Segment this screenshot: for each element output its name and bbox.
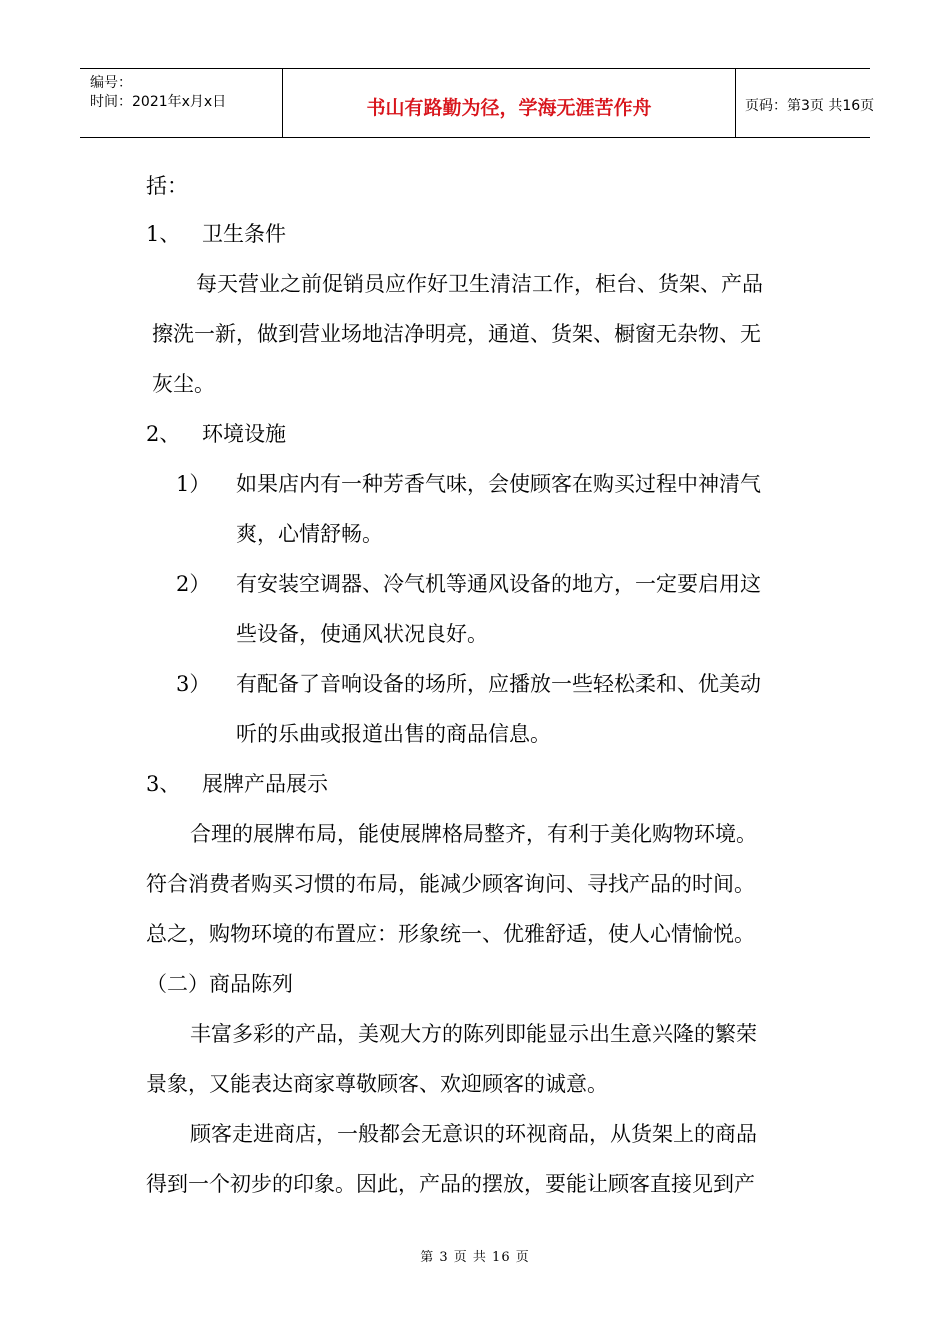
paragraph-line: 符合消费者购买习惯的布局，能减少顾客询问、寻找产品的时间。 [146, 872, 755, 896]
section-title: 环境设施 [202, 422, 286, 446]
header-number-label: 编号： [90, 75, 132, 91]
paragraph-line: 合理的展牌布局，能使展牌格局整齐，有利于美化购物环境。 [190, 822, 757, 846]
list-item-line: 爽，心情舒畅。 [236, 522, 383, 546]
list-item-line: 如果店内有一种芳香气味，会使顾客在购买过程中神清气 [236, 472, 761, 496]
section-title: 展牌产品展示 [202, 772, 328, 796]
header-page-label: 页码：第3页 共16页 [745, 98, 875, 114]
subsection-title: （二）商品陈列 [146, 972, 293, 996]
paragraph-line: 擦洗一新，做到营业场地洁净明亮，通道、货架、橱窗无杂物、无 [152, 322, 761, 346]
list-item-line: 有安装空调器、冷气机等通风设备的地方，一定要启用这 [236, 572, 761, 596]
text-line: 括： [146, 174, 188, 198]
list-item-line: 些设备，使通风状况良好。 [236, 622, 488, 646]
paragraph-line: 景象，又能表达商家尊敬顾客、欢迎顾客的诚意。 [146, 1072, 608, 1096]
paragraph-line: 丰富多彩的产品，美观大方的陈列即能显示出生意兴隆的繁荣 [190, 1022, 757, 1046]
section-number: 2、 [146, 422, 181, 446]
paragraph-line: 总之，购物环境的布置应：形象统一、优雅舒适，使人心情愉悦。 [146, 922, 755, 946]
section-number: 3、 [146, 772, 181, 796]
list-item-number: 3） [176, 672, 211, 696]
header-time-label: 时间：2021年x月x日 [90, 94, 227, 110]
paragraph-line: 得到一个初步的印象。因此，产品的摆放，要能让顾客直接见到产 [146, 1172, 755, 1196]
list-item-line: 有配备了音响设备的场所，应播放一些轻松柔和、优美动 [236, 672, 761, 696]
section-title: 卫生条件 [202, 222, 286, 246]
header-motto: 书山有路勤为径，学海无涯苦作舟 [366, 97, 652, 119]
list-item-number: 2） [176, 572, 211, 596]
page-header [80, 68, 875, 138]
header-page-cell [735, 69, 875, 137]
page-footer: 第 3 页 共 16 页 [420, 1250, 530, 1265]
list-item-line: 听的乐曲或报道出售的商品信息。 [236, 722, 551, 746]
paragraph-line: 灰尘。 [152, 372, 215, 396]
header-motto-cell [282, 69, 736, 137]
section-number: 1、 [146, 222, 181, 246]
header-info-cell [80, 69, 282, 137]
list-item-number: 1） [176, 472, 211, 496]
paragraph-line: 顾客走进商店，一般都会无意识的环视商品，从货架上的商品 [190, 1122, 757, 1146]
paragraph-line: 每天营业之前促销员应作好卫生清洁工作，柜台、货架、产品 [196, 272, 763, 296]
